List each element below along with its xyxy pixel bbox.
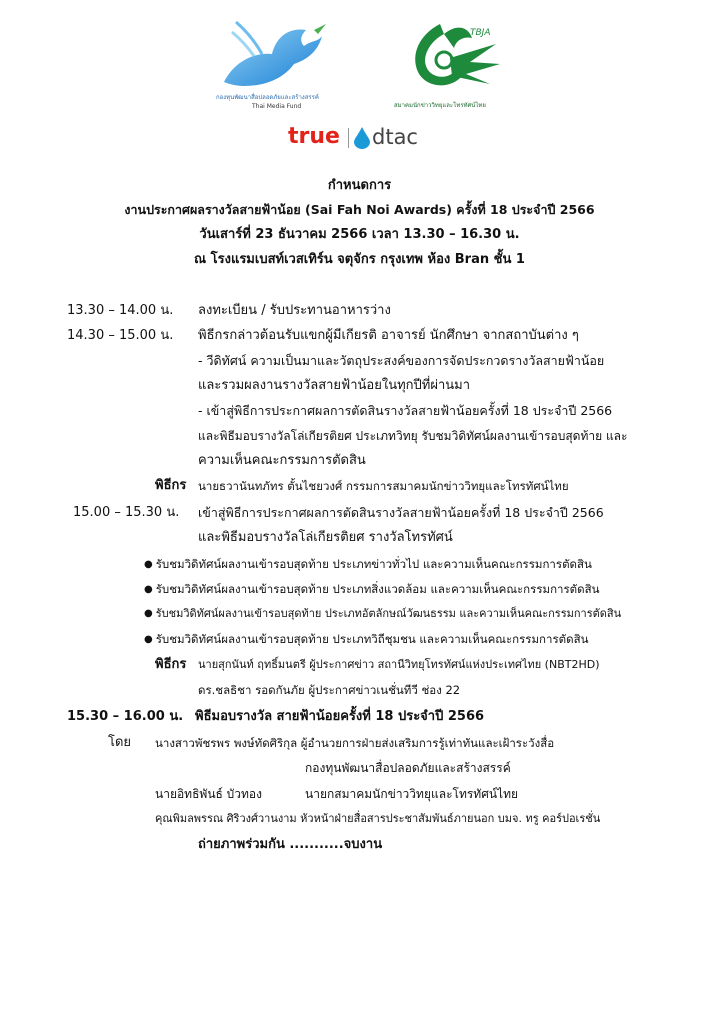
closing-line: ถ่ายภาพร่วมกัน ...........จบงาน <box>198 837 383 852</box>
dtac-logo-text: dtac <box>372 125 418 149</box>
slot3-bullet2: ● รับชมวิดิทัศน์ผลงานเข้ารอบสุดท้าย ประเภทสิ่งแวดล้อม และความเห็นคณะกรรมการตัดสิน <box>144 580 600 600</box>
slot4-time: 15.30 – 16.00 น. <box>67 709 184 724</box>
slot4-text: พิธีมอบรางวัล สายฟ้าน้อยครั้งที่ 18 ประจำปี 2566 <box>195 709 485 724</box>
slot3-mc1: นายสุกนันท์ ฤทธิ์มนตรี ผู้ประกาศข่าว สถานีวิทยุโทรทัศน์แห่งประเทศไทย (NBT2HD) <box>198 658 600 671</box>
slot2-line4: และพิธีมอบรางวัลโล่เกียรติยศ ประเภทวิทยุ รับชมวิดิทัศน์ผลงานเข้ารอบสุดท้าย และ <box>198 429 628 443</box>
slot4-by-label: โดย <box>108 735 132 750</box>
slot3-bullet4: ● รับชมวิดิทัศน์ผลงานเข้ารอบสุดท้าย ประเภทวิถีชุมชน และความเห็นคณะกรรมการตัดสิน <box>144 630 588 650</box>
slot3-bullet1: ● รับชมวิดิทัศน์ผลงานเข้ารอบสุดท้าย ประเภทข่าวทั่วไป และความเห็นคณะกรรมการตัดสิน <box>144 555 592 575</box>
slot1-text: ลงทะเบียน / รับประทานอาหารว่าง <box>198 303 391 318</box>
event-venue: ณ โรงแรมเบสท์เวสเทิร์น จตุจักร กรุงเทพ ห้อง Bran ชั้น 1 <box>194 252 525 267</box>
tbja-logo <box>394 14 510 124</box>
slot1-time: 13.30 – 14.00 น. <box>67 303 174 318</box>
slot2-mc-label: พิธีกร <box>155 478 187 493</box>
slot2-time: 14.30 – 15.00 น. <box>67 328 174 343</box>
slot3-mc-label: พิธีกร <box>155 657 187 672</box>
dtac-drop-icon <box>354 127 370 149</box>
slot2-line1: - วีดิทัศน์ ความเป็นมาและวัตถุประสงค์ของการจัดประกวดรางวัลสายฟ้าน้อย <box>198 353 605 368</box>
slot3-time: 15.00 – 15.30 น. <box>73 505 180 520</box>
agenda-title: กำหนดการ <box>327 178 392 193</box>
slot3-text: เข้าสู่พิธีการประกาศผลการตัดสินรางวัลสายฟ้าน้อยครั้งที่ 18 ประจำปี 2566 <box>198 505 604 520</box>
slot4-presenter1: นางสาวพัชรพร พงษ์ทัดศิริกุล ผู้อำนวยการฝ่ายส่งเสริมการรู้เท่าทันและเฝ้าระวังสื่อ <box>155 736 555 750</box>
slot3-line1: และพิธีมอบรางวัลโล่เกียรติยศ รางวัลโทรทัศน์ <box>198 530 453 545</box>
slot4-presenter2-name: นายอิทธิพันธ์ บัวทอง <box>155 787 262 801</box>
slot2-line3: - เข้าสู่พิธีการประกาศผลการตัดสินรางวัลสายฟ้าน้อยครั้งที่ 18 ประจำปี 2566 <box>198 403 613 418</box>
true-logo-text: true <box>288 124 340 149</box>
slot2-text: พิธีกรกล่าวต้อนรับแขกผู้มีเกียรติ อาจารย์ นักศึกษา จากสถาบันต่าง ๆ <box>198 328 579 343</box>
thai-media-fund-name-th: กองทุนพัฒนาสื่อปลอดภัยและสร้างสรรค์ <box>216 94 319 101</box>
slot2-mc-text: นายธวานันทภัทร ตั้นไชยวงศ์ กรรมการสมาคมนักข่าววิทยุและโทรทัศน์ไทย <box>198 479 569 493</box>
slot4-presenter2-role: นายกสมาคมนักข่าววิทยุและโทรทัศน์ไทย <box>305 787 519 801</box>
event-date: วันเสาร์ที่ 23 ธันวาคม 2566 เวลา 13.30 – 16.30 น. <box>199 227 520 242</box>
slot4-presenter1-org: กองทุนพัฒนาสื่อปลอดภัยและสร้างสรรค์ <box>305 761 511 775</box>
thai-media-fund-logo <box>214 12 334 122</box>
event-title: งานประกาศผลรางวัลสายฟ้าน้อย (Sai Fah Noi Awards) ครั้งที่ 18 ประจำปี 2566 <box>124 202 595 217</box>
slot4-presenter3: คุณพิมลพรรณ ศิริวงศ์วานงาม หัวหน้าฝ่ายสื่อสารประชาสัมพันธ์ภายนอก บมจ. ทรู คอร์ปอเรชั่น <box>155 812 601 825</box>
tbja-name-th: สมาคมนักข่าววิทยุและโทรทัศน์ไทย <box>394 102 486 109</box>
logo-divider <box>348 128 349 148</box>
slot2-line5: ความเห็นคณะกรรมการตัดสิน <box>198 453 366 468</box>
slot2-line2: และรวมผลงานรางวัลสายฟ้าน้อยในทุกปีที่ผ่านมา <box>198 378 471 393</box>
tbja-abbr: TBJA <box>470 28 491 38</box>
slot3-mc2: ดร.ชลธิชา รอดกันภัย ผู้ประกาศข่าวเนชั่นทีวี ช่อง 22 <box>198 683 461 697</box>
slot3-bullet3: ● รับชมวิดิทัศน์ผลงานเข้ารอบสุดท้าย ประเภทอัตลักษณ์วัฒนธรรม และความเห็นคณะกรรมการตัดสิน <box>144 605 621 624</box>
thai-media-fund-name-en: Thai Media Fund <box>252 103 302 110</box>
tbja-bird-icon <box>400 14 510 96</box>
